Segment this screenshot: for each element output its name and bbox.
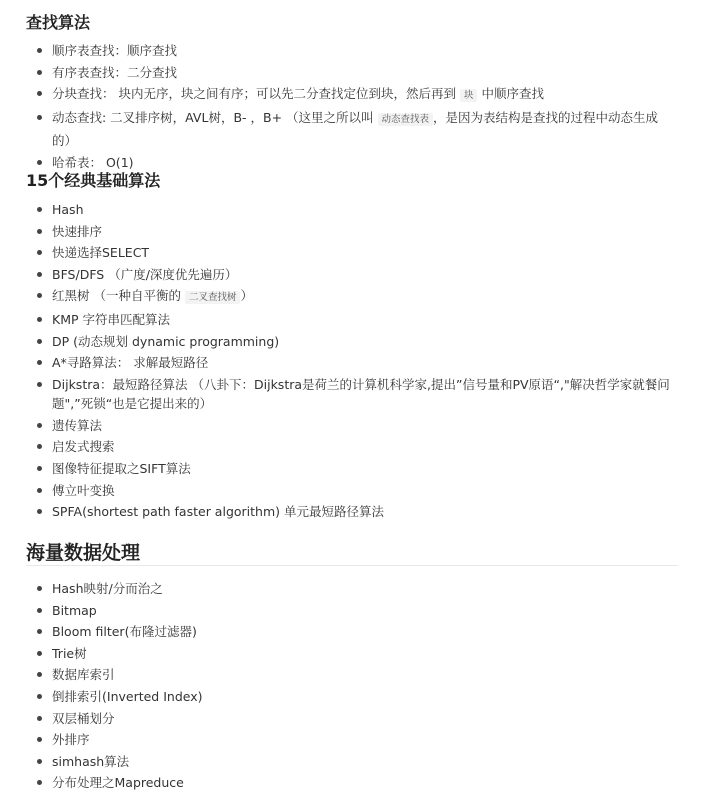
list-item: 哈希表： O(1) [36,152,676,174]
list-item: Bitmap [36,600,676,622]
list-item: Bloom filter(布隆过滤器) [36,621,676,643]
list-big-data [36,578,676,794]
list-item: 图像特征提取之SIFT算法 [36,458,676,480]
list-search-algorithms [36,40,676,174]
list-item: 启发式搜索 [36,436,676,458]
list-item: 快递选择SELECT [36,242,676,264]
list-item: 快速排序 [36,221,676,243]
section-title-big-data: 海量数据处理 [26,542,141,564]
list-item: KMP 字符串匹配算法 [36,309,676,331]
list-item: 双层桶划分 [36,708,676,730]
section-title-search: 查找算法 [26,13,91,32]
section-title-classic-algorithms: 15个经典基础算法 [26,171,161,190]
list-item: 分块查找： 块内无序，块之间有序；可以先二分查找定位到块，然后再到 块 中顺序查找 [36,83,676,107]
list-item: 顺序表查找：顺序查找 [36,40,676,62]
list-item: Trie树 [36,643,676,665]
list-item: 有序表查找：二分查找 [36,62,676,84]
list-item: 遗传算法 [36,415,676,437]
inline-code: 动态查找表 [378,113,434,126]
list-item: 数据库索引 [36,664,676,686]
list-item: Dijkstra：最短路径算法 （八卦下：Dijkstra是荷兰的计算机科学家,提出”信号量和PV原语“,"解决哲学家就餐问题",”死锁“也是它提出来的） [36,374,676,415]
inline-code: 二叉查找树 [185,291,241,304]
list-classic-algorithms [36,199,676,523]
list-item: SPFA(shortest path faster algorithm) 单元最短路径算法 [36,501,676,523]
section-divider [26,565,678,566]
list-item: 动态查找: 二叉排序树，AVL树，B- ，B+ （这里之所以叫 动态查找表 ，是因为表结构是查找的过程中动态生成的） [36,107,676,152]
list-item: A*寻路算法： 求解最短路径 [36,352,676,374]
list-item: simhash算法 [36,751,676,773]
list-item: 傅立叶变换 [36,480,676,502]
inline-code: 块 [460,89,478,102]
list-item: DP (动态规划 dynamic programming) [36,331,676,353]
list-item: 红黑树 （一种自平衡的 二叉查找树 ） [36,285,676,309]
list-item: BFS/DFS （广度/深度优先遍历） [36,264,676,286]
list-item: Hash [36,199,676,221]
list-item: 外排序 [36,729,676,751]
list-item: 分布处理之Mapreduce [36,772,676,794]
list-item: 倒排索引(Inverted Index) [36,686,676,708]
list-item: Hash映射/分而治之 [36,578,676,600]
